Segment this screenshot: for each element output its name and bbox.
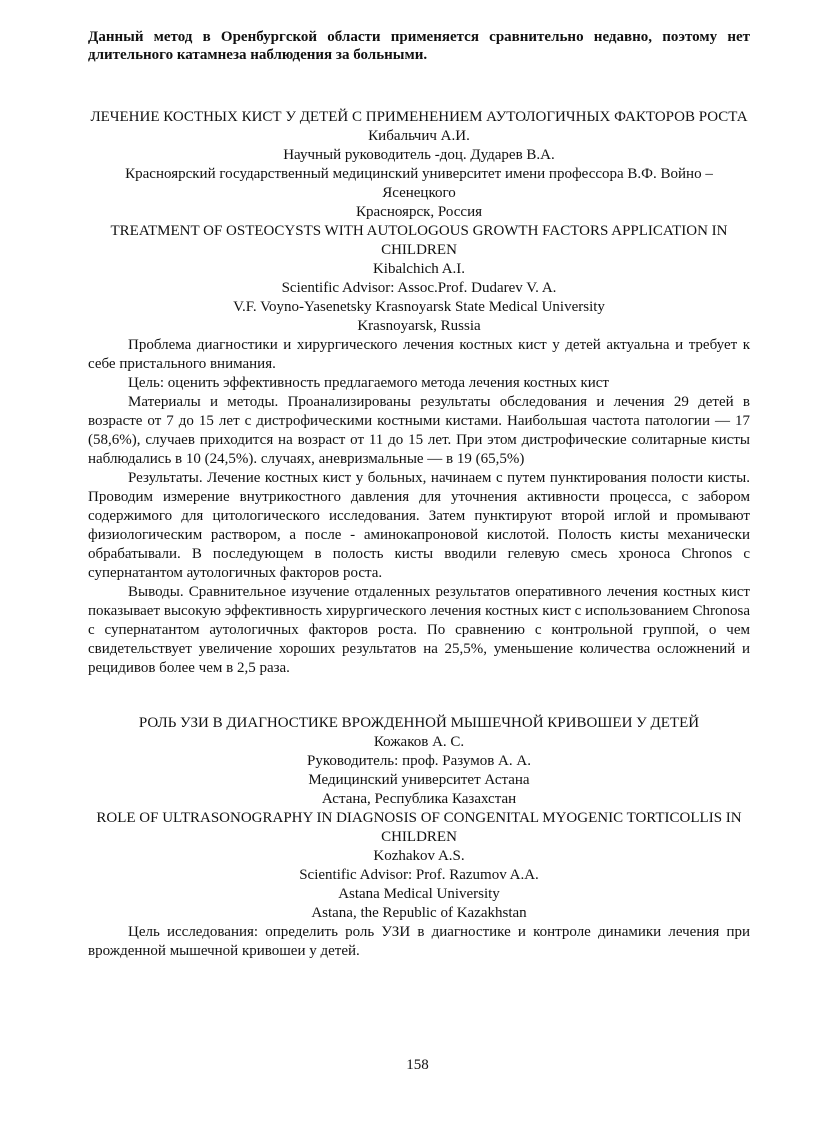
article1-city-ru: Красноярск, Россия [356,204,482,220]
article1-paragraph-results: Результаты. Лечение костных кист у больных, начинаем с путем пунктирования полости кисты. Проводим измерение внутрикостного давления для уточнения активности процесса, с забором содержимого для цитологического исследования. Затем пунктируют второй иглой и промывают физиологическим раствором, а после - аминокапроновой кислотой. Полость кисты механически обрабатывали. В последующем в полость кисты вводили гелевую смесь хроноса Chronos с супернатантом аутологичных факторов роста. [88,470,750,581]
article2-institution-en: Astana Medical University [338,886,500,902]
article2-author-ru: Кожаков А. С. [373,734,465,750]
article2-paragraph-goal: Цель исследования: определить роль УЗИ в диагностике и контроле динамики лечения при врожденной мышечной кривошеи у детей. [88,924,750,959]
article1-institution-en: V.F. Voyno-Yasenetsky Krasnoyarsk State Medical University [233,299,605,315]
article1-paragraph-problem: Проблема диагностики и хирургического лечения костных кист у детей актуальна и требует к себе пристального внимания. [88,337,750,372]
article2-institution-ru: Медицинский университет Астана [308,772,530,788]
article2-title-en: ROLE OF ULTRASONOGRAPHY IN DIAGNOSIS OF CONGENITAL MYOGENIC TORTICOLLIS IN CHILDREN [96,810,742,845]
article1-author-ru: Кибальчич А.И. [368,128,470,144]
intro-paragraph: Данный метод в Оренбургской области применяется сравнительно недавно, поэтому нет длительного катамнеза наблюдения за больными. [88,29,750,63]
article1-advisor-en: Scientific Advisor: Assoc.Prof. Dudarev V. A. [281,280,557,296]
article2-city-en: Astana, the Republic of Kazakhstan [311,905,527,921]
article1-title-ru: ЛЕЧЕНИЕ КОСТНЫХ КИСТ У ДЕТЕЙ С ПРИМЕНЕНИЕМ АУТОЛОГИЧНЫХ ФАКТОРОВ РОСТА [90,109,748,125]
article1-institution-ru: Красноярский государственный медицинский университет имени профессора В.Ф. Войно – Ясенецкого [125,166,713,201]
article1-paragraph-conclusions: Выводы. Сравнительное изучение отдаленных результатов оперативного лечения костных кист показывает высокую эффективность хирургического лечения костных кист с использованием Chronosa с супернатантом аутологичных факторов роста. По сравнению с контрольной группой, о чем свидетельствует увеличение хороших результатов на 25,5%, уменьшение количества осложнений и рецидивов более чем в 2,5 раза. [88,584,750,676]
article2-title-ru: РОЛЬ УЗИ В ДИАГНОСТИКЕ ВРОЖДЕННОЙ МЫШЕЧНОЙ КРИВОШЕИ У ДЕТЕЙ [138,715,700,731]
article1-city-en: Krasnoyarsk, Russia [357,318,481,334]
article-torticollis [88,714,750,961]
article1-title-en: TREATMENT OF OSTEOCYSTS WITH AUTOLOGOUS GROWTH FACTORS APPLICATION IN CHILDREN [110,223,728,258]
article1-paragraph-goal: Цель: оценить эффективность предлагаемого метода лечения костных кист [128,375,609,391]
article2-advisor-ru: Руководитель: проф. Разумов А. А. [307,753,531,769]
page-body [88,28,750,961]
article2-advisor-en: Scientific Advisor: Prof. Razumov A.A. [299,867,539,883]
article2-author-en: Kozhakov A.S. [373,848,465,864]
article1-author-en: Kibalchich A.I. [372,261,466,277]
article-bone-cysts [88,108,750,678]
article1-advisor-ru: Научный руководитель -доц. Дударев В.А. [283,147,555,163]
page-number: 158 [406,1057,429,1073]
article2-city-ru: Астана, Республика Казахстан [321,791,517,807]
article1-paragraph-methods: Материалы и методы. Проанализированы результаты обследования и лечения 29 детей в возрасте от 7 до 15 лет с дистрофическими костными кистами. Наибольшая частота патологии — 17 (58,6%), случаев приходится на возраст от 11 до 15 лет. При этом дистрофические солитарные кисты наблюдались в 10 (24,5%). случаях, аневризмальные — в 19 (65,5%) [88,394,750,467]
